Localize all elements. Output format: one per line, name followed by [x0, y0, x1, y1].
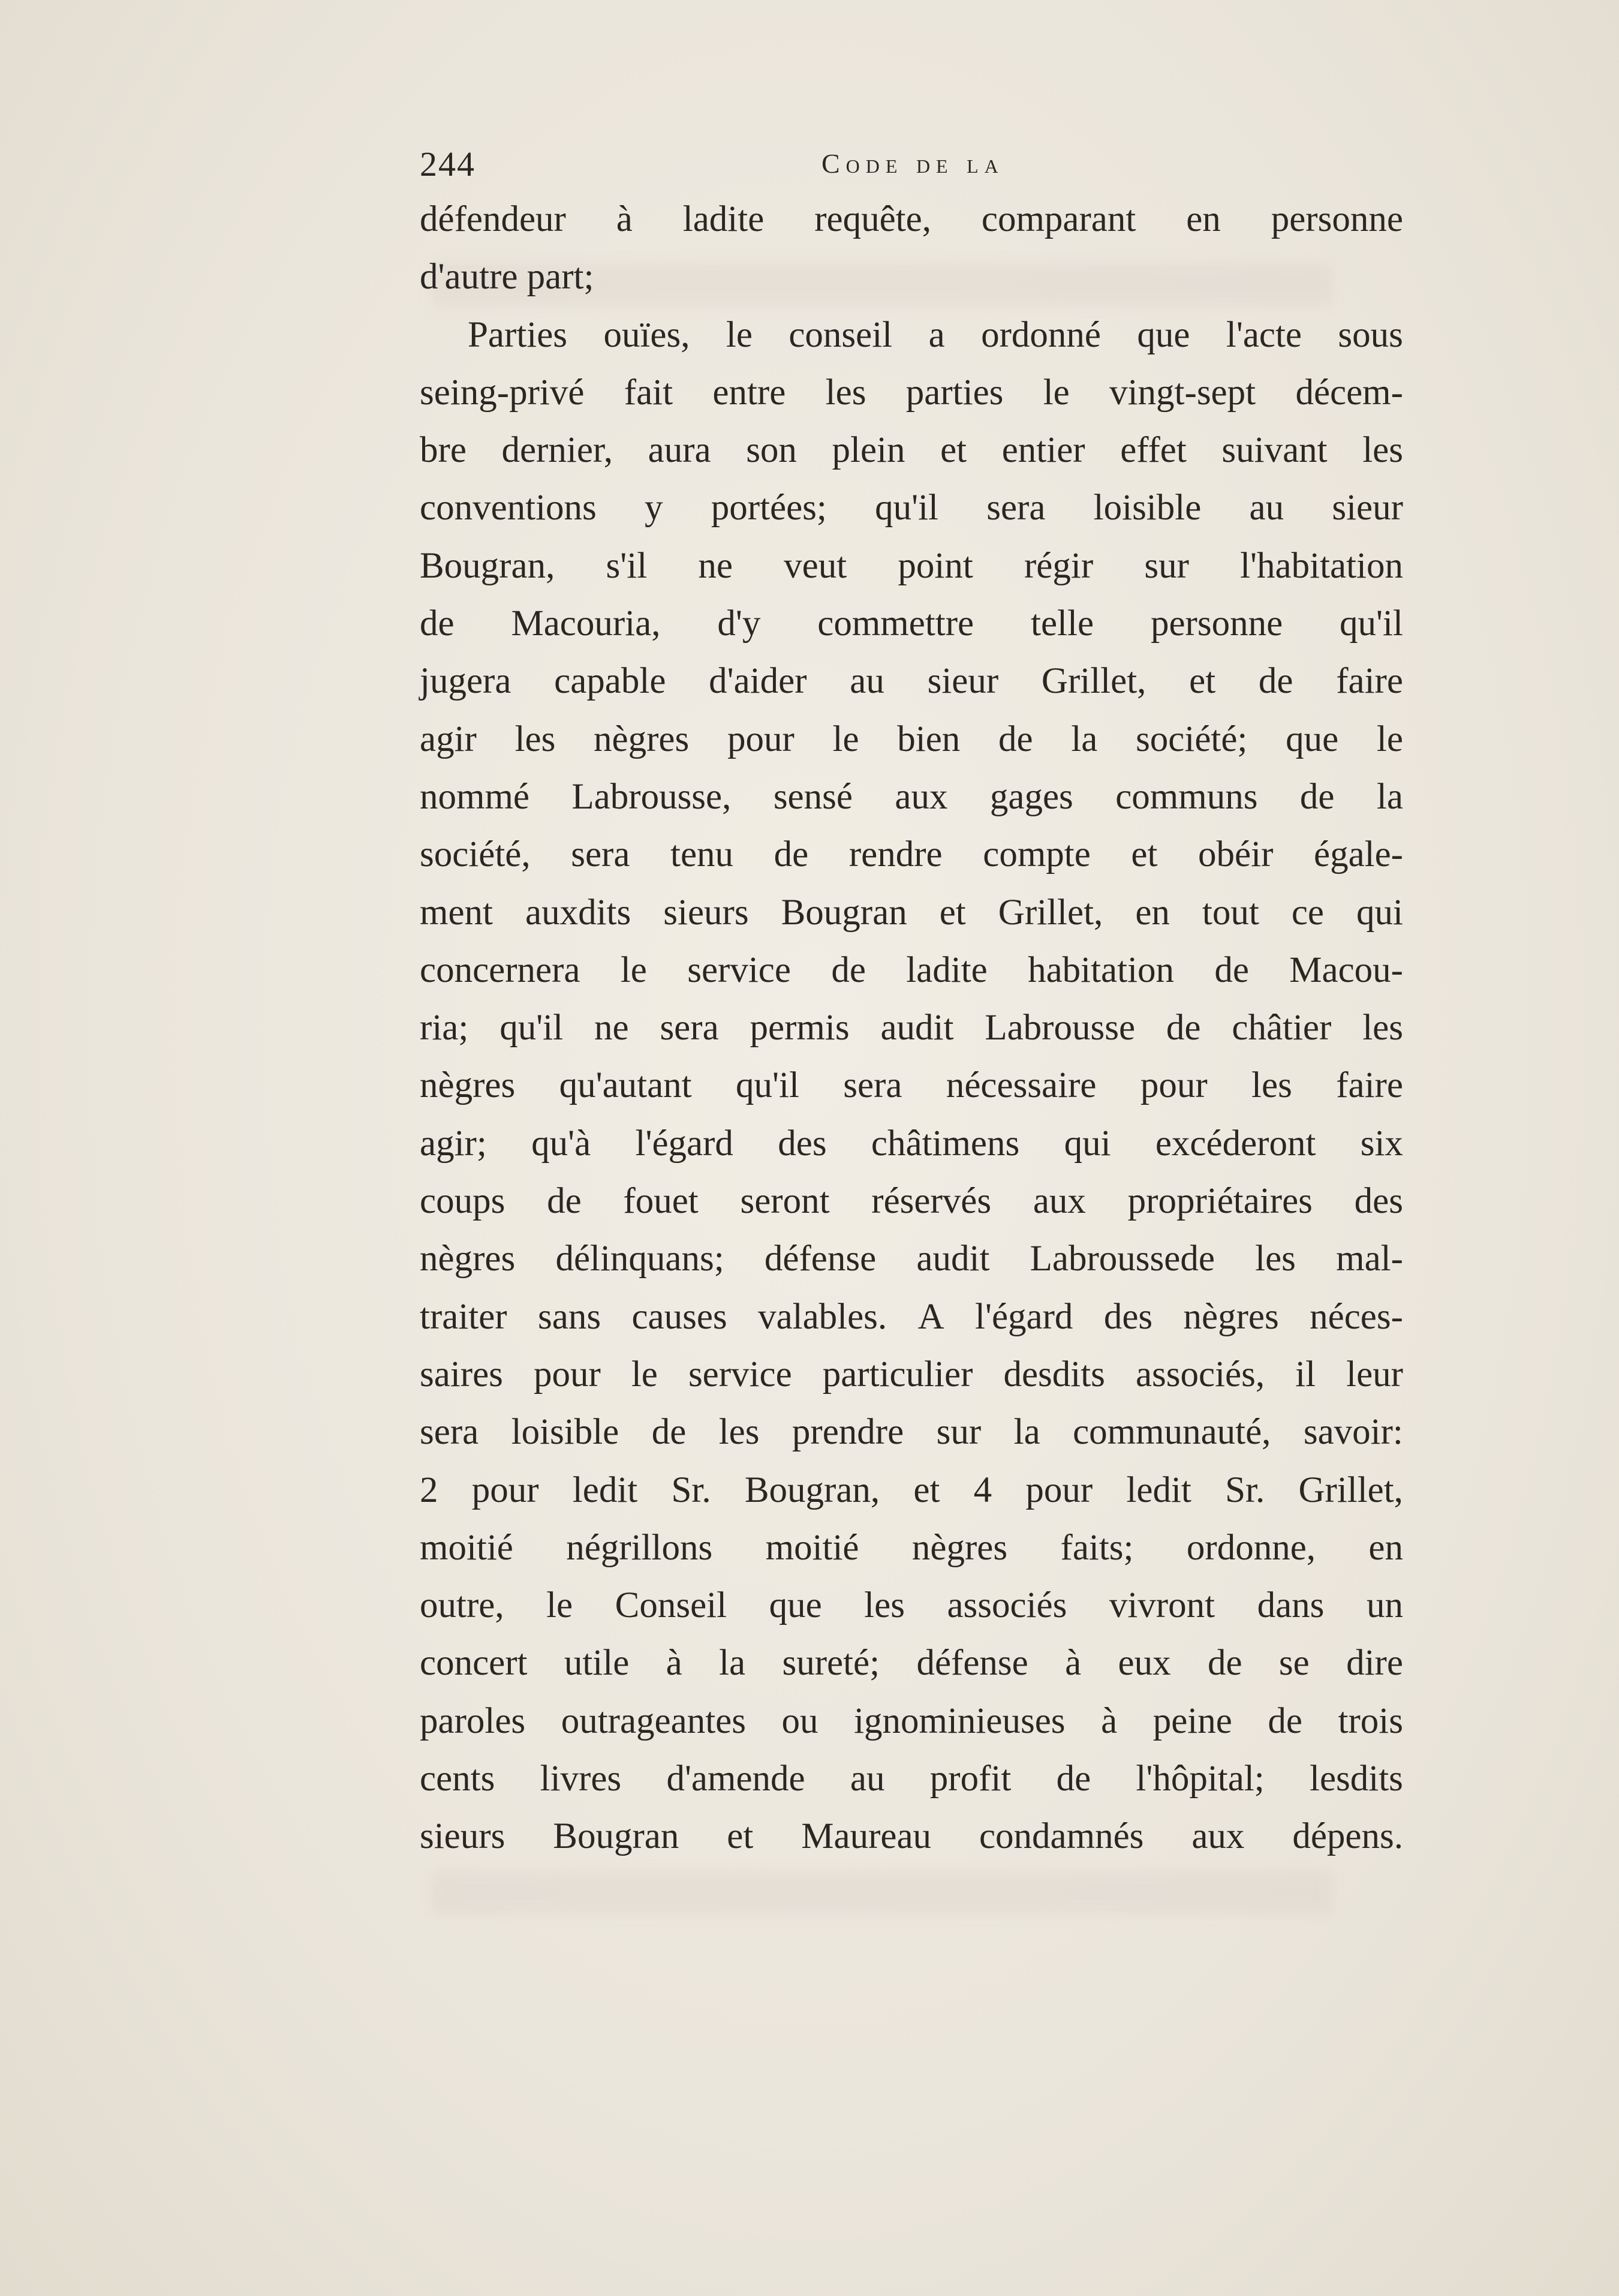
running-title: Code de la — [821, 148, 1004, 179]
text-line: concert utile à la sureté; défense à eux de se dire — [420, 1643, 1403, 1684]
text-line: 2 pour ledit Sr. Bougran, et 4 pour ledit Sr. Grillet, — [420, 1469, 1403, 1510]
text-line: ria; qu'il ne sera permis audit Labrousse de châtier les — [420, 1008, 1403, 1048]
text-line: agir; qu'à l'égard des châtimens qui excéderont six — [420, 1123, 1403, 1164]
text-line: sieurs Bougran et Maureau condamnés aux dépens. — [420, 1816, 1403, 1857]
text-line: cents livres d'amende au profit de l'hôpital; lesdits — [420, 1759, 1403, 1799]
text-line: moitié négrillons moitié nègres faits; ordonne, en — [420, 1527, 1403, 1568]
text-line: d'autre part; — [420, 257, 594, 297]
text-line: agir les nègres pour le bien de la société; que le — [420, 719, 1403, 759]
text-line: défendeur à ladite requête, comparant en personne — [420, 199, 1403, 239]
text-line: ment auxdits sieurs Bougran et Grillet, en tout ce qui — [420, 892, 1403, 933]
text-line: nègres qu'autant qu'il sera nécessaire pour les faire — [420, 1065, 1403, 1106]
text-line: paroles outrageantes ou ignominieuses à peine de trois — [420, 1700, 1403, 1741]
text-line: bre dernier, aura son plein et entier effet suivant les — [420, 430, 1403, 471]
text-line: concernera le service de ladite habitation de Macou- — [420, 949, 1403, 990]
text-line: coups de fouet seront réservés aux propriétaires des — [420, 1181, 1403, 1222]
text-line: conventions y portées; qu'il sera loisible au sieur — [420, 488, 1403, 528]
running-head — [420, 144, 1403, 192]
text-line: jugera capable d'aider au sieur Grillet, et de faire — [420, 661, 1403, 702]
text-line: de Macouria, d'y commettre telle personne qu'il — [420, 603, 1403, 644]
show-through-shadow — [432, 1871, 1331, 1913]
text-line: nommé Labrousse, sensé aux gages communs de la — [420, 776, 1403, 817]
text-line: nègres délinquans; défense audit Labroussede les mal- — [420, 1239, 1403, 1279]
body-text — [420, 191, 1403, 1866]
text-line: seing-privé fait entre les parties le vingt-sept décem- — [420, 372, 1403, 413]
text-line: société, sera tenu de rendre compte et obéir égale- — [420, 834, 1403, 875]
text-line: Parties ouïes, le conseil a ordonné que l'acte sous — [468, 314, 1403, 355]
text-line: sera loisible de les prendre sur la communauté, savoir: — [420, 1412, 1403, 1453]
text-line: outre, le Conseil que les associés vivront dans un — [420, 1585, 1403, 1626]
text-line: Bougran, s'il ne veut point régir sur l'habitation — [420, 545, 1403, 586]
page-number: 244 — [420, 145, 476, 184]
text-line: traiter sans causes valables. A l'égard des nègres néces- — [420, 1296, 1403, 1337]
text-line: saires pour le service particulier desdits associés, il leur — [420, 1354, 1403, 1395]
